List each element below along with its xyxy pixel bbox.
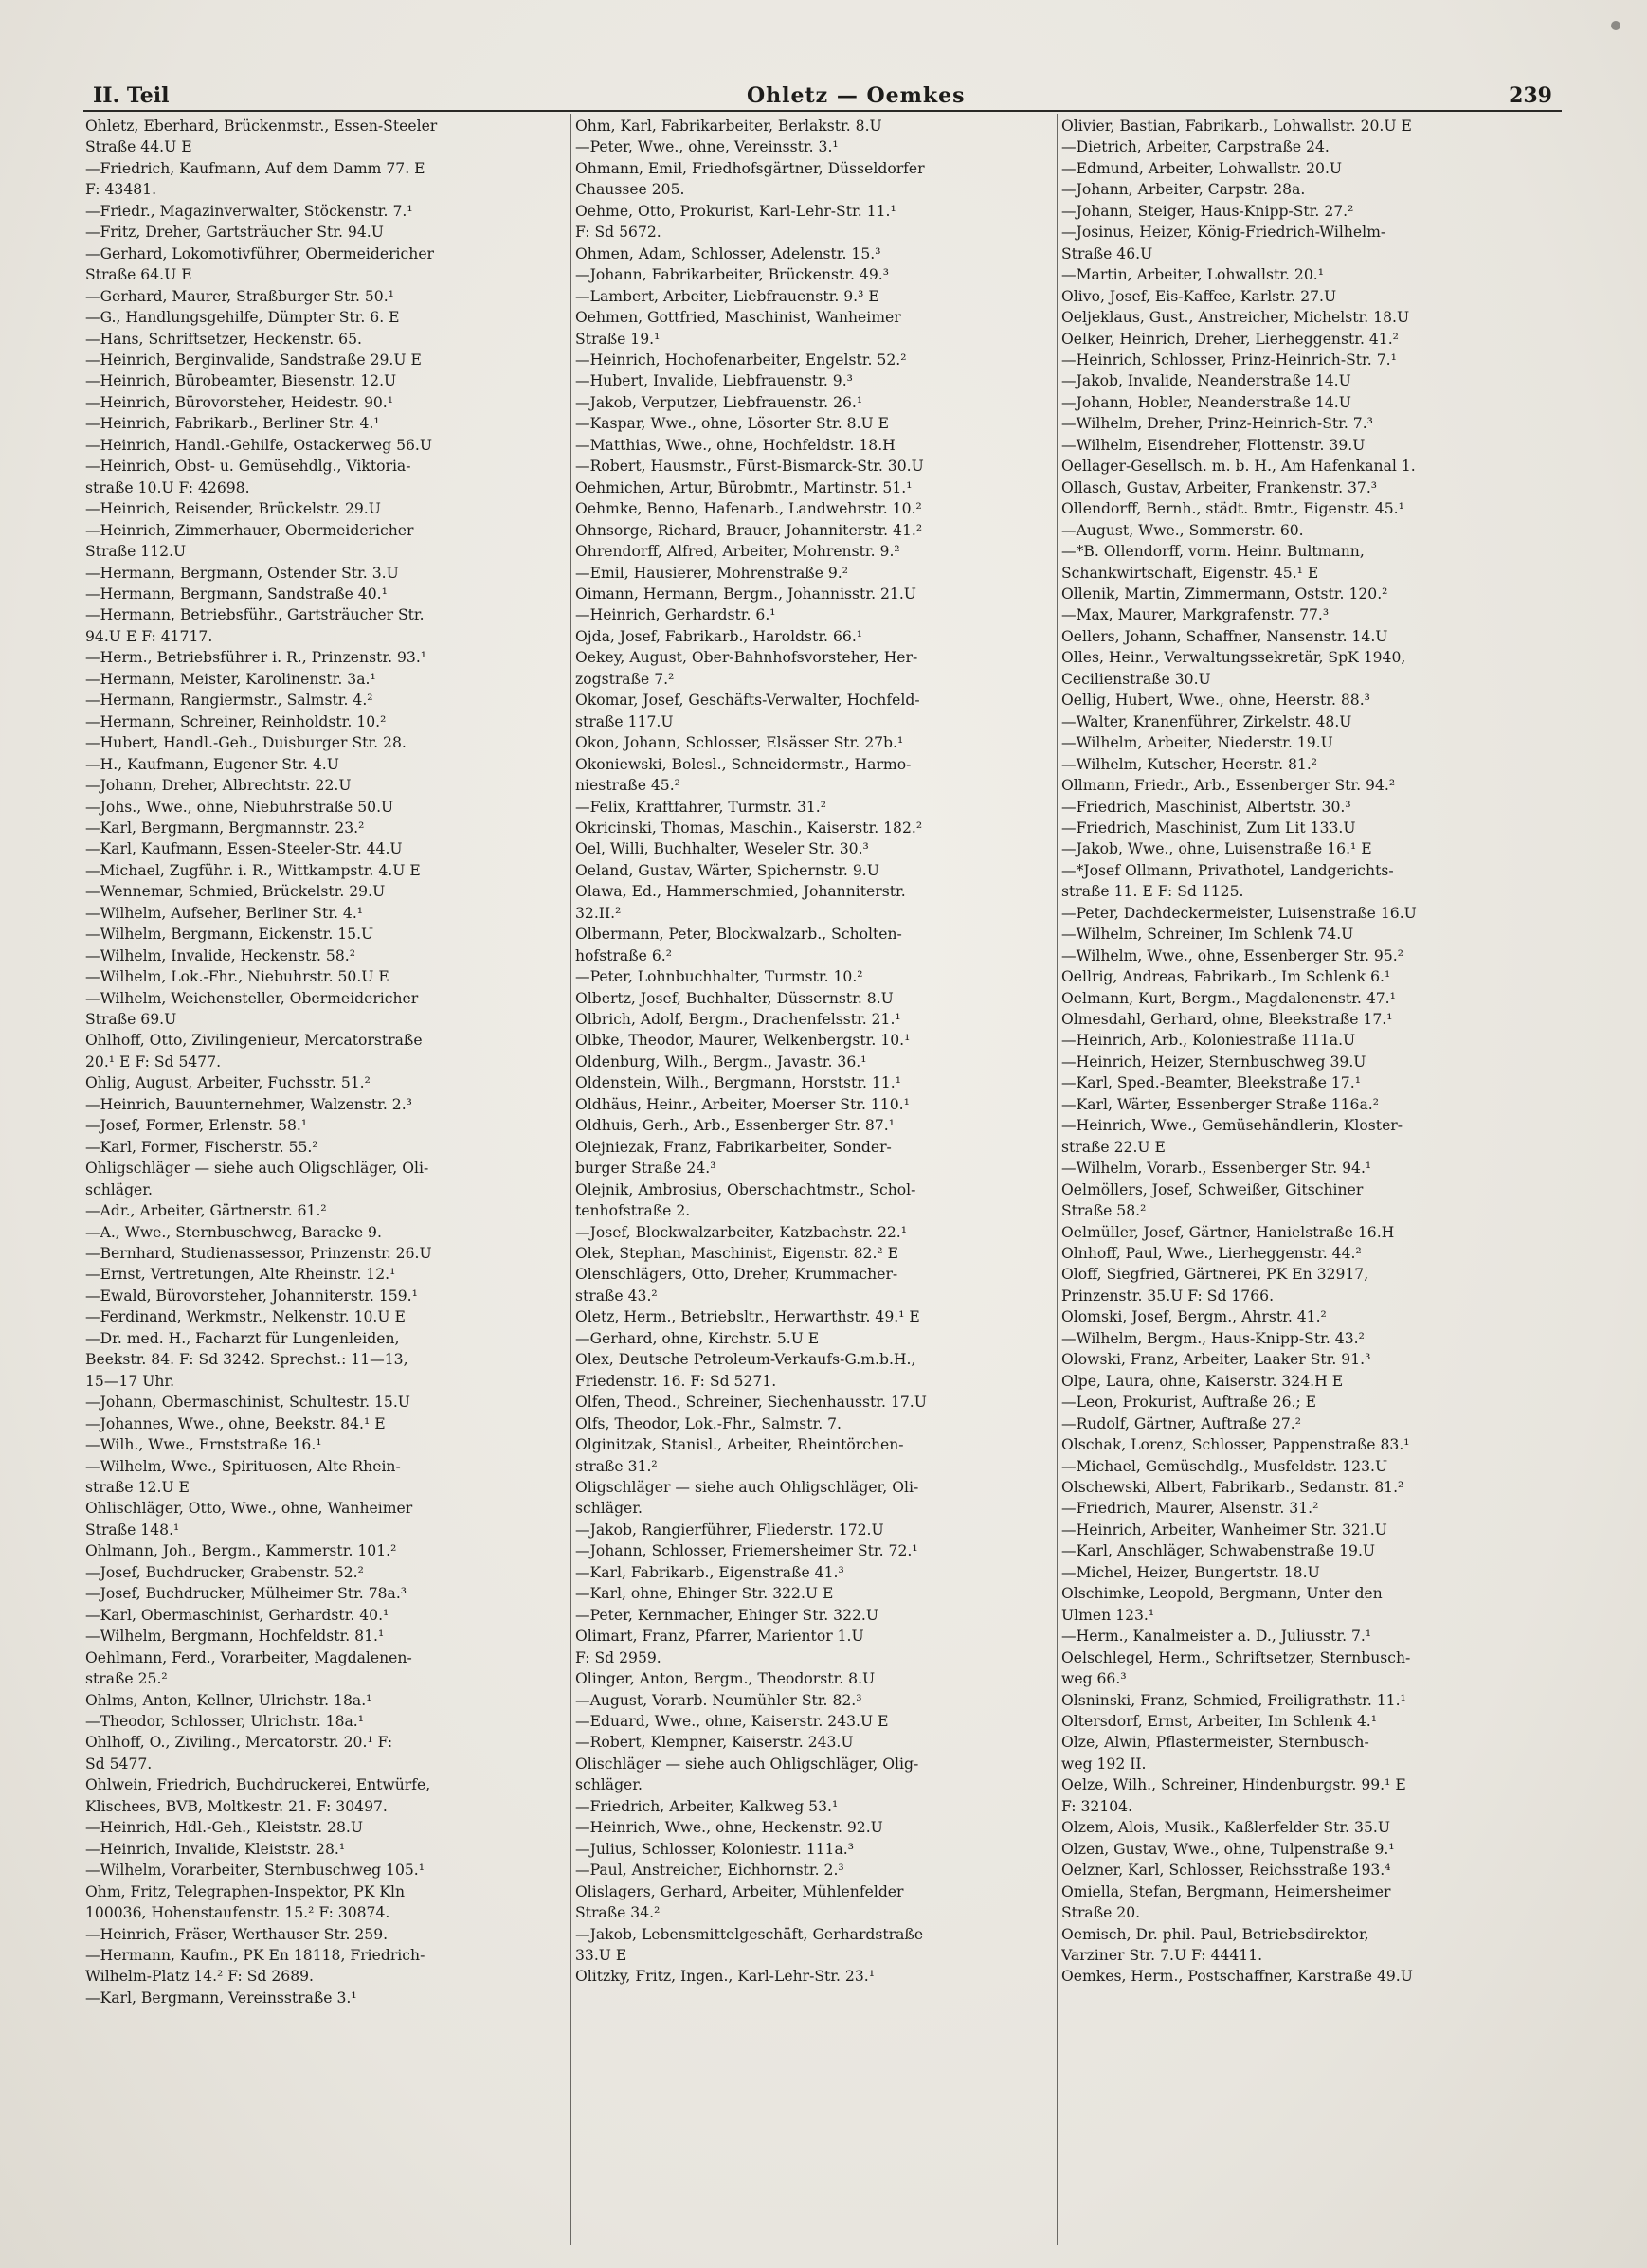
directory-entry-line: —Jakob, Lebensmittelgeschäft, Gerhardstraße (575, 1925, 924, 1943)
directory-entry-line: Oletz, Herm., Betriebsltr., Herwarthstr. 49.¹ E (575, 1308, 920, 1326)
directory-entry-line: F: 32104. (1061, 1797, 1133, 1815)
column-divider (1057, 114, 1058, 2245)
directory-entry-line: —Lambert, Arbeiter, Liebfrauenstr. 9.³ E (575, 287, 879, 305)
directory-entry-line: —Eduard, Wwe., ohne, Kaiserstr. 243.U E (575, 1712, 889, 1730)
directory-entry-line: —Heinrich, Obst- u. Gemüsehdlg., Viktoria- (85, 458, 411, 476)
directory-entry-line: Oldenburg, Wilh., Bergm., Javastr. 36.¹ (575, 1053, 867, 1071)
directory-entry-line: —Johann, Schlosser, Friemersheimer Str. 72.¹ (575, 1542, 918, 1560)
directory-entry-line: Schankwirtschaft, Eigenstr. 45.¹ E (1061, 564, 1319, 582)
directory-entry-line: Straße 148.¹ (85, 1521, 180, 1539)
directory-entry-line: —Karl, Anschläger, Schwabenstraße 19.U (1061, 1542, 1376, 1560)
directory-entry-line: —Wilhelm, Wwe., Spirituosen, Alte Rhein- (85, 1457, 401, 1475)
directory-entry-line: Straße 46.U (1061, 244, 1153, 262)
directory-entry-line: Oekey, August, Ober-Bahnhofsvorsteher, Her- (575, 649, 918, 667)
directory-entry-line: —Peter, Kernmacher, Ehinger Str. 322.U (575, 1606, 879, 1624)
directory-entry-line: Olejnik, Ambrosius, Oberschachtmstr., Schol- (575, 1180, 916, 1198)
directory-entry-line: —Kaspar, Wwe., ohne, Lösorter Str. 8.U E (575, 415, 890, 433)
directory-entry-line: —Karl, ohne, Ehinger Str. 322.U E (575, 1585, 834, 1603)
directory-entry-line: —Heinrich, Heizer, Sternbuschweg 39.U (1061, 1053, 1366, 1071)
directory-entry-line: F: Sd 5672. (575, 224, 661, 242)
directory-entry-line: —Robert, Hausmstr., Fürst-Bismarck-Str. 30.U (575, 458, 924, 476)
directory-entry-line: Straße 19.¹ (575, 330, 661, 348)
directory-entry-line: Ohlischläger, Otto, Wwe., ohne, Wanheimer (85, 1500, 413, 1518)
directory-entry-line: —Michael, Gemüsehdlg., Musfeldstr. 123.U (1061, 1457, 1388, 1475)
directory-entry-line: straße 43.² (575, 1287, 658, 1305)
directory-entry-line: —Jakob, Rangierführer, Fliederstr. 172.U (575, 1521, 884, 1539)
directory-entry-line: —Max, Maurer, Markgrafenstr. 77.³ (1061, 606, 1330, 624)
directory-entry-line: —Matthias, Wwe., ohne, Hochfeldstr. 18.H (575, 436, 896, 454)
directory-entry-line: —Johann, Dreher, Albrechtstr. 22.U (85, 777, 352, 795)
directory-entry-line: —Heinrich, Fräser, Werthauser Str. 259. (85, 1925, 389, 1943)
directory-entry-line: —Ewald, Bürovorsteher, Johanniterstr. 159.¹ (85, 1287, 418, 1305)
directory-entry-line: —Bernhard, Studienassessor, Prinzenstr. 26.U (85, 1245, 432, 1263)
directory-entry-line: Olschak, Lorenz, Schlosser, Pappenstraße 83.¹ (1061, 1436, 1410, 1454)
directory-entry-line: —A., Wwe., Sternbuschweg, Baracke 9. (85, 1223, 382, 1241)
directory-entry-line: —Rudolf, Gärtner, Auftraße 27.² (1061, 1414, 1302, 1432)
directory-entry-line: —Heinrich, Hochofenarbeiter, Engelstr. 52.² (575, 351, 907, 369)
directory-entry-line: Oelze, Wilh., Schreiner, Hindenburgstr. 99.¹ E (1061, 1776, 1406, 1794)
directory-entry-line: —Hermann, Meister, Karolinenstr. 3a.¹ (85, 670, 376, 688)
directory-entry-line: Olbermann, Peter, Blockwalzarb., Scholten- (575, 926, 902, 944)
directory-entry-line: —Hermann, Kaufm., PK En 18118, Friedrich- (85, 1946, 425, 1964)
directory-entry-line: —Heinrich, Invalide, Kleiststr. 28.¹ (85, 1840, 346, 1858)
directory-entry-line: Prinzenstr. 35.U F: Sd 1766. (1061, 1287, 1275, 1305)
directory-entry-line: —Jakob, Verputzer, Liebfrauenstr. 26.¹ (575, 393, 863, 411)
directory-entry-line: Ulmen 123.¹ (1061, 1606, 1155, 1624)
directory-entry-line: Okricinski, Thomas, Maschin., Kaiserstr. 182.² (575, 819, 923, 837)
directory-entry-line: —Friedrich, Maschinist, Albertstr. 30.³ (1061, 798, 1351, 816)
directory-entry-line: —Wilhelm, Bergm., Haus-Knipp-Str. 43.² (1061, 1329, 1365, 1347)
directory-entry-line: —Michel, Heizer, Bungertstr. 18.U (1061, 1563, 1320, 1581)
directory-entry-line: Straße 34.² (575, 1904, 661, 1922)
directory-entry-line: —Johannes, Wwe., ohne, Beekstr. 84.¹ E (85, 1414, 386, 1432)
directory-entry-line: straße 25.² (85, 1670, 168, 1688)
directory-entry-line: Oehmke, Benno, Hafenarb., Landwehrstr. 10.² (575, 500, 922, 518)
header-rule (83, 110, 1562, 112)
directory-entry-line: Oloff, Siegfried, Gärtnerei, PK En 32917, (1061, 1266, 1369, 1284)
directory-entry-line: Olivier, Bastian, Fabrikarb., Lohwallstr. 20.U E (1061, 117, 1412, 135)
directory-entry-line: Cecilienstraße 30.U (1061, 670, 1211, 688)
directory-entry-line: —Peter, Dachdeckermeister, Luisenstraße 16.U (1061, 904, 1417, 922)
directory-entry-line: Oellers, Johann, Schaffner, Nansenstr. 14.U (1061, 627, 1388, 645)
directory-entry-line: —Heinrich, Reisender, Brückelstr. 29.U (85, 500, 381, 518)
directory-entry-line: 100036, Hohenstaufenstr. 15.² F: 30874. (85, 1904, 390, 1922)
directory-entry-line: Straße 20. (1061, 1904, 1141, 1922)
directory-entry-line: 94.U E F: 41717. (85, 627, 213, 645)
directory-entry-line: 32.II.² (575, 904, 622, 922)
directory-entry-line: —Johann, Obermaschinist, Schultestr. 15.U (85, 1394, 410, 1412)
directory-entry-line: —*B. Ollendorff, vorm. Heinr. Bultmann, (1061, 543, 1365, 561)
directory-entry-line: —Martin, Arbeiter, Lohwallstr. 20.¹ (1061, 266, 1324, 284)
directory-entry-line: —Friedrich, Kaufmann, Auf dem Damm 77. E (85, 159, 425, 177)
column-divider (570, 114, 571, 2245)
directory-entry-line: Okoniewski, Bolesl., Schneidermstr., Harmo- (575, 755, 912, 773)
directory-entry-line: —Hermann, Schreiner, Reinholdstr. 10.² (85, 712, 387, 730)
directory-entry-line: Straße 69.U (85, 1011, 177, 1029)
directory-entry-line: Ohrendorff, Alfred, Arbeiter, Mohrenstr. 9.² (575, 543, 900, 561)
directory-entry-line: —Jakob, Wwe., ohne, Luisenstraße 16.¹ E (1061, 840, 1372, 858)
directory-entry-line: —Karl, Wärter, Essenberger Straße 116a.² (1061, 1095, 1379, 1113)
directory-entry-line: —Johann, Hobler, Neanderstraße 14.U (1061, 393, 1351, 411)
directory-entry-line: straße 10.U F: 42698. (85, 478, 250, 496)
directory-entry-line: Oldhuis, Gerh., Arb., Essenberger Str. 87.¹ (575, 1117, 895, 1135)
directory-entry-line: —Ernst, Vertretungen, Alte Rheinstr. 12.¹ (85, 1266, 396, 1284)
directory-entry-line: —Michael, Zugführ. i. R., Wittkampstr. 4.U E (85, 861, 421, 879)
directory-entry-line: Olenschlägers, Otto, Dreher, Krummacher- (575, 1266, 898, 1284)
directory-entry-line: —Ferdinand, Werkmstr., Nelkenstr. 10.U E (85, 1308, 406, 1326)
directory-entry-line: Straße 44.U E (85, 138, 192, 156)
directory-entry-line: —Josef, Former, Erlenstr. 58.¹ (85, 1117, 308, 1135)
directory-entry-line: Olomski, Josef, Bergm., Ahrstr. 41.² (1061, 1308, 1327, 1326)
directory-entry-line: —Heinrich, Handl.-Gehilfe, Ostackerweg 56.U (85, 436, 433, 454)
directory-entry-line: —Wilhelm, Schreiner, Im Schlenk 74.U (1061, 926, 1354, 944)
directory-entry-line: —G., Handlungsgehilfe, Dümpter Str. 6. E (85, 309, 400, 327)
directory-entry-line: Ohm, Karl, Fabrikarbeiter, Berlakstr. 8.U (575, 117, 882, 135)
directory-entry-line: Oelmüller, Josef, Gärtner, Hanielstraße 16.H (1061, 1223, 1395, 1241)
directory-entry-line: —Adr., Arbeiter, Gärtnerstr. 61.² (85, 1202, 327, 1220)
directory-entry-line: —August, Wwe., Sommerstr. 60. (1061, 521, 1304, 539)
directory-entry-line: —Heinrich, Schlosser, Prinz-Heinrich-Str. 7.¹ (1061, 351, 1397, 369)
directory-entry-line: Straße 64.U E (85, 266, 192, 284)
directory-entry-line: Oligschläger — siehe auch Ohligschläger, Oli- (575, 1479, 919, 1496)
directory-entry-line: —Felix, Kraftfahrer, Turmstr. 31.² (575, 798, 827, 816)
directory-entry-line: Olowski, Franz, Arbeiter, Laaker Str. 91.³ (1061, 1351, 1371, 1369)
directory-entry-line: —Karl, Bergmann, Vereinsstraße 3.¹ (85, 1989, 357, 2007)
directory-entry-line: —Johs., Wwe., ohne, Niebuhrstraße 50.U (85, 798, 394, 816)
directory-entry-line: —Hermann, Bergmann, Sandstraße 40.¹ (85, 585, 388, 603)
directory-entry-line: —Wilhelm, Wwe., ohne, Essenberger Str. 95.² (1061, 946, 1403, 964)
directory-entry-line: Ollmann, Friedr., Arb., Essenberger Str. 94.² (1061, 777, 1396, 795)
directory-entry-line: Olischläger — siehe auch Ohligschläger, Olig- (575, 1755, 919, 1773)
directory-entry-line: —Peter, Wwe., ohne, Vereinsstr. 3.¹ (575, 138, 839, 156)
directory-entry-line: —Josef, Blockwalzarbeiter, Katzbachstr. 22.¹ (575, 1223, 908, 1241)
directory-entry-line: Oelzner, Karl, Schlosser, Reichsstraße 193.⁴ (1061, 1862, 1391, 1880)
directory-entry-line: —Heinrich, Bürobeamter, Biesenstr. 12.U (85, 372, 397, 390)
directory-entry-line: —Wilh., Wwe., Ernststraße 16.¹ (85, 1436, 322, 1454)
directory-entry-line: Oelmöllers, Josef, Schweißer, Gitschiner (1061, 1180, 1364, 1198)
directory-entry-line: Ohlhoff, O., Ziviling., Mercatorstr. 20.¹ F: (85, 1734, 393, 1752)
directory-entry-line: —Friedrich, Arbeiter, Kalkweg 53.¹ (575, 1797, 839, 1815)
directory-entry-line: —Wilhelm, Aufseher, Berliner Str. 4.¹ (85, 904, 364, 922)
directory-entry-line: —Leon, Prokurist, Auftraße 26.; E (1061, 1394, 1317, 1412)
directory-entry-line: Ohmann, Emil, Friedhofsgärtner, Düsseldorfer (575, 159, 925, 177)
directory-entry-line: —Wilhelm, Eisendreher, Flottenstr. 39.U (1061, 436, 1366, 454)
directory-entry-line: Olzen, Gustav, Wwe., ohne, Tulpenstraße 9.¹ (1061, 1840, 1395, 1858)
directory-entry-line: —Dr. med. H., Facharzt für Lungenleiden, (85, 1329, 400, 1347)
directory-entry-line: Ohm, Fritz, Telegraphen-Inspektor, PK Kln (85, 1882, 406, 1900)
directory-entry-line: —August, Vorarb. Neumühler Str. 82.³ (575, 1691, 862, 1709)
directory-entry-line: —Heinrich, Bürovorsteher, Heidestr. 90.¹ (85, 393, 394, 411)
directory-entry-line: Olejniezak, Franz, Fabrikarbeiter, Sonder- (575, 1138, 892, 1156)
directory-entry-line: —Gerhard, Lokomotivführer, Obermeidericher (85, 244, 434, 262)
directory-entry-line: —Hermann, Bergmann, Ostender Str. 3.U (85, 564, 399, 582)
directory-entry-line: Varziner Str. 7.U F: 44411. (1061, 1946, 1263, 1964)
directory-entry-line: Oltersdorf, Ernst, Arbeiter, Im Schlenk 4.¹ (1061, 1712, 1377, 1730)
column-3 (1061, 116, 1543, 2247)
directory-entry-line: Olfs, Theodor, Lok.-Fhr., Salmstr. 7. (575, 1414, 842, 1432)
directory-entry-line: Oehmichen, Artur, Bürobmtr., Martinstr. 51.¹ (575, 478, 913, 496)
page-number: 239 (1509, 83, 1552, 108)
directory-entry-line: Olex, Deutsche Petroleum-Verkaufs-G.m.b.H., (575, 1351, 916, 1369)
directory-entry-line: Olimart, Franz, Pfarrer, Marientor 1.U (575, 1628, 864, 1646)
directory-entry-line: —Heinrich, Bauunternehmer, Walzenstr. 2.³ (85, 1095, 412, 1113)
directory-entry-line: —Heinrich, Arbeiter, Wanheimer Str. 321.U (1061, 1521, 1387, 1539)
directory-entry-line: Olschewski, Albert, Fabrikarb., Sedanstr. 81.² (1061, 1479, 1404, 1496)
directory-entry-line: 20.¹ E F: Sd 5477. (85, 1053, 222, 1071)
directory-entry-line: Oemisch, Dr. phil. Paul, Betriebsdirektor, (1061, 1925, 1369, 1943)
directory-entry-line: —Herm., Kanalmeister a. D., Juliusstr. 7.¹ (1061, 1628, 1372, 1646)
directory-entry-line: —Friedrich, Maurer, Alsenstr. 31.² (1061, 1500, 1319, 1518)
directory-entry-line: Olpe, Laura, ohne, Kaiserstr. 324.H E (1061, 1372, 1344, 1390)
directory-entry-line: —Hubert, Invalide, Liebfrauenstr. 9.³ (575, 372, 853, 390)
directory-entry-line: straße 11. E F: Sd 1125. (1061, 883, 1244, 901)
directory-entry-line: —Gerhard, Maurer, Straßburger Str. 50.¹ (85, 287, 394, 305)
directory-entry-line: —Heinrich, Wwe., Gemüsehändlerin, Kloster- (1061, 1117, 1403, 1135)
directory-entry-line: Omiella, Stefan, Bergmann, Heimersheimer (1061, 1882, 1391, 1900)
directory-entry-line: —Karl, Bergmann, Bergmannstr. 23.² (85, 819, 365, 837)
directory-entry-line: Oldhäus, Heinr., Arbeiter, Moerser Str. 110.¹ (575, 1095, 910, 1113)
directory-entry-line: —Wilhelm, Lok.-Fhr., Niebuhrstr. 50.U E (85, 968, 389, 986)
directory-entry-line: straße 31.² (575, 1457, 658, 1475)
directory-entry-line: Ohlwein, Friedrich, Buchdruckerei, Entwürfe, (85, 1776, 431, 1794)
directory-entry-line: —Jakob, Invalide, Neanderstraße 14.U (1061, 372, 1351, 390)
directory-entry-line: Ohlig, August, Arbeiter, Fuchsstr. 51.² (85, 1074, 371, 1092)
directory-entry-line: Olfen, Theod., Schreiner, Siechenhausstr. 17.U (575, 1394, 927, 1412)
directory-entry-line: schläger. (85, 1180, 153, 1198)
directory-entry-line: schläger. (575, 1776, 643, 1794)
directory-entry-line: F: Sd 2959. (575, 1648, 661, 1666)
directory-entry-line: —Karl, Kaufmann, Essen-Steeler-Str. 44.U (85, 840, 403, 858)
directory-entry-line: Oellrig, Andreas, Fabrikarb., Im Schlenk 6.¹ (1061, 968, 1391, 986)
directory-entry-line: straße 117.U (575, 712, 674, 730)
directory-entry-line: Olles, Heinr., Verwaltungssekretär, SpK 1940, (1061, 649, 1406, 667)
directory-entry-line: Olginitzak, Stanisl., Arbeiter, Rheintörchen- (575, 1436, 904, 1454)
directory-entry-line: straße 12.U E (85, 1479, 190, 1496)
directory-entry-line: —Emil, Hausierer, Mohrenstraße 9.² (575, 564, 849, 582)
directory-entry-line: Ohnsorge, Richard, Brauer, Johanniterstr. 41.² (575, 521, 923, 539)
directory-entry-line: —Josef, Buchdrucker, Mülheimer Str. 78a.³ (85, 1585, 407, 1603)
directory-entry-line: Olmesdahl, Gerhard, ohne, Bleekstraße 17.¹ (1061, 1011, 1393, 1029)
directory-entry-line: straße 22.U E (1061, 1138, 1166, 1156)
page-range-title: Ohletz — Oemkes (747, 83, 966, 108)
directory-entry-line: —Friedr., Magazinverwalter, Stöckenstr. 7.¹ (85, 202, 413, 220)
directory-entry-line: Olislagers, Gerhard, Arbeiter, Mühlenfelder (575, 1882, 904, 1900)
directory-entry-line: 15—17 Uhr. (85, 1372, 175, 1390)
directory-entry-line: Olitzky, Fritz, Ingen., Karl-Lehr-Str. 23.¹ (575, 1968, 875, 1986)
directory-entry-line: —Paul, Anstreicher, Eichhornstr. 2.³ (575, 1862, 844, 1880)
directory-entry-line: Ollendorff, Bernh., städt. Bmtr., Eigenstr. 45.¹ (1061, 500, 1404, 518)
directory-entry-line: weg 192 II. (1061, 1755, 1147, 1773)
directory-entry-line: —Johann, Steiger, Haus-Knipp-Str. 27.² (1061, 202, 1354, 220)
directory-entry-line: —Hubert, Handl.-Geh., Duisburger Str. 28. (85, 734, 407, 752)
directory-entry-line: —Karl, Sped.-Beamter, Bleekstraße 17.¹ (1061, 1074, 1361, 1092)
directory-entry-line: Olawa, Ed., Hammerschmied, Johanniterstr. (575, 883, 906, 901)
directory-entry-line: Ohletz, Eberhard, Brückenmstr., Essen-Steeler (85, 117, 438, 135)
directory-entry-line: 33.U E (575, 1946, 627, 1964)
section-label: II. Teil (93, 83, 170, 108)
directory-entry-line: Ollenik, Martin, Zimmermann, Oststr. 120.² (1061, 585, 1388, 603)
directory-entry-line: Ohlhoff, Otto, Zivilingenieur, Mercatorstraße (85, 1032, 423, 1050)
directory-entry-line: Oelmann, Kurt, Bergm., Magdalenenstr. 47.¹ (1061, 989, 1396, 1007)
directory-entry-line: Klischees, BVB, Moltkestr. 21. F: 30497. (85, 1797, 388, 1815)
directory-entry-line: weg 66.³ (1061, 1670, 1127, 1688)
directory-entry-line: Olze, Alwin, Pflastermeister, Sternbusch- (1061, 1734, 1369, 1752)
page-mark (1611, 21, 1620, 30)
directory-entry-line: Olsninski, Franz, Schmied, Freiligrathstr. 11.¹ (1061, 1691, 1406, 1709)
directory-entry-line: —Josef, Buchdrucker, Grabenstr. 52.² (85, 1563, 364, 1581)
directory-entry-line: Olschimke, Leopold, Bergmann, Unter den (1061, 1585, 1383, 1603)
directory-entry-line: —Wilhelm, Vorarbeiter, Sternbuschweg 105.¹ (85, 1862, 425, 1880)
directory-entry-line: Oeljeklaus, Gust., Anstreicher, Michelstr. 18.U (1061, 309, 1410, 327)
directory-entry-line: niestraße 45.² (575, 777, 680, 795)
directory-entry-line: —Walter, Kranenführer, Zirkelstr. 48.U (1061, 712, 1352, 730)
directory-entry-line: —Wilhelm, Bergmann, Hochfeldstr. 81.¹ (85, 1628, 385, 1646)
directory-entry-line: —Heinrich, Fabrikarb., Berliner Str. 4.¹ (85, 415, 380, 433)
directory-entry-line: —Julius, Schlosser, Koloniestr. 111a.³ (575, 1840, 854, 1858)
directory-entry-line: —Johann, Arbeiter, Carpstr. 28a. (1061, 181, 1306, 199)
directory-entry-line: —Karl, Former, Fischerstr. 55.² (85, 1138, 318, 1156)
page-header (83, 76, 1562, 114)
directory-entry-line: —Heinrich, Berginvalide, Sandstraße 29.U E (85, 351, 422, 369)
directory-entry-line: Oldenstein, Wilh., Bergmann, Horststr. 11.¹ (575, 1074, 901, 1092)
directory-entry-line: Straße 112.U (85, 543, 187, 561)
directory-entry-line: —Wilhelm, Bergmann, Eickenstr. 15.U (85, 926, 374, 944)
directory-entry-line: —Heinrich, Arb., Koloniestraße 111a.U (1061, 1032, 1356, 1050)
directory-entry-line: —Friedrich, Maschinist, Zum Lit 133.U (1061, 819, 1356, 837)
directory-entry-line: Friedenstr. 16. F: Sd 5271. (575, 1372, 777, 1390)
directory-entry-line: Oelker, Heinrich, Dreher, Lierheggenstr. 41.² (1061, 330, 1399, 348)
directory-entry-line: Olbertz, Josef, Buchhalter, Düssernstr. 8.U (575, 989, 894, 1007)
directory-entry-line: —Wilhelm, Arbeiter, Niederstr. 19.U (1061, 734, 1333, 752)
directory-entry-line: Oimann, Hermann, Bergm., Johannisstr. 21.U (575, 585, 916, 603)
directory-entry-line: Chaussee 205. (575, 181, 685, 199)
directory-entry-line: Oeland, Gustav, Wärter, Spichernstr. 9.U (575, 861, 879, 879)
directory-entry-line: —Herm., Betriebsführer i. R., Prinzenstr. 93.¹ (85, 649, 427, 667)
directory-entry-line: Olbke, Theodor, Maurer, Welkenbergstr. 10.¹ (575, 1032, 911, 1050)
directory-entry-line: Oelschlegel, Herm., Schriftsetzer, Sternbusch- (1061, 1648, 1411, 1666)
directory-entry-line: —Fritz, Dreher, Gartsträucher Str. 94.U (85, 224, 384, 242)
directory-entry-line: Oehlmann, Ferd., Vorarbeiter, Magdalenen- (85, 1648, 412, 1666)
directory-entry-line: —Hermann, Rangiermstr., Salmstr. 4.² (85, 692, 373, 710)
directory-entry-line: —Wilhelm, Dreher, Prinz-Heinrich-Str. 7.³ (1061, 415, 1373, 433)
directory-entry-line: Olzem, Alois, Musik., Kaßlerfelder Str. 35.U (1061, 1819, 1390, 1837)
directory-entry-line: Oellig, Hubert, Wwe., ohne, Heerstr. 88.³ (1061, 692, 1370, 710)
directory-entry-line: Oel, Willi, Buchhalter, Weseler Str. 30.³ (575, 840, 869, 858)
directory-entry-line: Beekstr. 84. F: Sd 3242. Sprechst.: 11—13, (85, 1351, 408, 1369)
directory-entry-line: Olbrich, Adolf, Bergm., Drachenfelsstr. 21.¹ (575, 1011, 901, 1029)
directory-entry-line: Oehme, Otto, Prokurist, Karl-Lehr-Str. 11.¹ (575, 202, 896, 220)
directory-entry-line: Oehmen, Gottfried, Maschinist, Wanheimer (575, 309, 901, 327)
directory-entry-line: —Wilhelm, Kutscher, Heerstr. 81.² (1061, 755, 1318, 773)
directory-entry-line: Straße 58.² (1061, 1202, 1147, 1220)
directory-entry-line: —Heinrich, Hdl.-Geh., Kleiststr. 28.U (85, 1819, 363, 1837)
directory-entry-line: Wilhelm-Platz 14.² F: Sd 2689. (85, 1968, 315, 1986)
directory-entry-line: zogstraße 7.² (575, 670, 675, 688)
directory-entry-line: schläger. (575, 1500, 643, 1518)
directory-entry-line: —Wilhelm, Vorarb., Essenberger Str. 94.¹ (1061, 1160, 1372, 1178)
directory-entry-line: Ohmen, Adam, Schlosser, Adelenstr. 15.³ (575, 244, 881, 262)
directory-entry-line: —Karl, Fabrikarb., Eigenstraße 41.³ (575, 1563, 844, 1581)
directory-entry-line: —Karl, Obermaschinist, Gerhardstr. 40.¹ (85, 1606, 389, 1624)
directory-entry-line: —Edmund, Arbeiter, Lohwallstr. 20.U (1061, 159, 1343, 177)
directory-entry-line: Oemkes, Herm., Postschaffner, Karstraße 49.U (1061, 1968, 1413, 1986)
directory-entry-line: Olinger, Anton, Bergm., Theodorstr. 8.U (575, 1670, 876, 1688)
directory-entry-line: Ohlmann, Joh., Bergm., Kammerstr. 101.² (85, 1542, 397, 1560)
directory-entry-line: burger Straße 24.³ (575, 1160, 716, 1178)
directory-entry-line: —Heinrich, Wwe., ohne, Heckenstr. 92.U (575, 1819, 883, 1837)
column-1 (85, 116, 567, 2247)
directory-entry-line: Ojda, Josef, Fabrikarb., Haroldstr. 66.¹ (575, 627, 863, 645)
column-2 (575, 116, 1057, 2247)
directory-entry-line: tenhofstraße 2. (575, 1202, 691, 1220)
directory-entry-line: hofstraße 6.² (575, 946, 672, 964)
directory-entry-line: —Hermann, Betriebsführ., Gartsträucher Str. (85, 606, 425, 624)
directory-entry-line: F: 43481. (85, 181, 157, 199)
directory-entry-line: —Wilhelm, Weichensteller, Obermeidericher (85, 989, 419, 1007)
directory-entry-line: —Gerhard, ohne, Kirchstr. 5.U E (575, 1329, 820, 1347)
directory-entry-line: Ohligschläger — siehe auch Oligschläger, Oli- (85, 1160, 429, 1178)
directory-entry-line: —Josinus, Heizer, König-Friedrich-Wilhelm- (1061, 224, 1386, 242)
directory-entry-line: —H., Kaufmann, Eugener Str. 4.U (85, 755, 339, 773)
directory-entry-line: —Peter, Lohnbuchhalter, Turmstr. 10.² (575, 968, 863, 986)
directory-entry-line: Olek, Stephan, Maschinist, Eigenstr. 82.² E (575, 1245, 898, 1263)
directory-entry-line: Sd 5477. (85, 1755, 153, 1773)
directory-entry-line: —Hans, Schriftsetzer, Heckenstr. 65. (85, 330, 362, 348)
directory-entry-line: Ollasch, Gustav, Arbeiter, Frankenstr. 37.³ (1061, 478, 1378, 496)
directory-entry-line: —*Josef Ollmann, Privathotel, Landgerichts- (1061, 861, 1394, 879)
directory-entry-line: Oellager-Gesellsch. m. b. H., Am Hafenkanal 1. (1061, 458, 1416, 476)
directory-entry-line: —Theodor, Schlosser, Ulrichstr. 18a.¹ (85, 1712, 365, 1730)
directory-entry-line: Okon, Johann, Schlosser, Elsässer Str. 27b.¹ (575, 734, 904, 752)
directory-entry-line: Okomar, Josef, Geschäfts-Verwalter, Hochfeld- (575, 692, 920, 710)
directory-entry-line: —Heinrich, Zimmerhauer, Obermeidericher (85, 521, 414, 539)
directory-entry-line: —Wilhelm, Invalide, Heckenstr. 58.² (85, 946, 355, 964)
directory-entry-line: —Johann, Fabrikarbeiter, Brückenstr. 49.³ (575, 266, 889, 284)
directory-entry-line: —Dietrich, Arbeiter, Carpstraße 24. (1061, 138, 1330, 156)
directory-entry-line: —Heinrich, Gerhardstr. 6.¹ (575, 606, 776, 624)
directory-entry-line: Ohlms, Anton, Kellner, Ulrichstr. 18a.¹ (85, 1691, 372, 1709)
directory-entry-line: Olivo, Josef, Eis-Kaffee, Karlstr. 27.U (1061, 287, 1337, 305)
directory-entry-line: —Wennemar, Schmied, Brückelstr. 29.U (85, 883, 386, 901)
directory-entry-line: Olnhoff, Paul, Wwe., Lierheggenstr. 44.² (1061, 1245, 1362, 1263)
directory-entry-line: —Robert, Klempner, Kaiserstr. 243.U (575, 1734, 854, 1752)
